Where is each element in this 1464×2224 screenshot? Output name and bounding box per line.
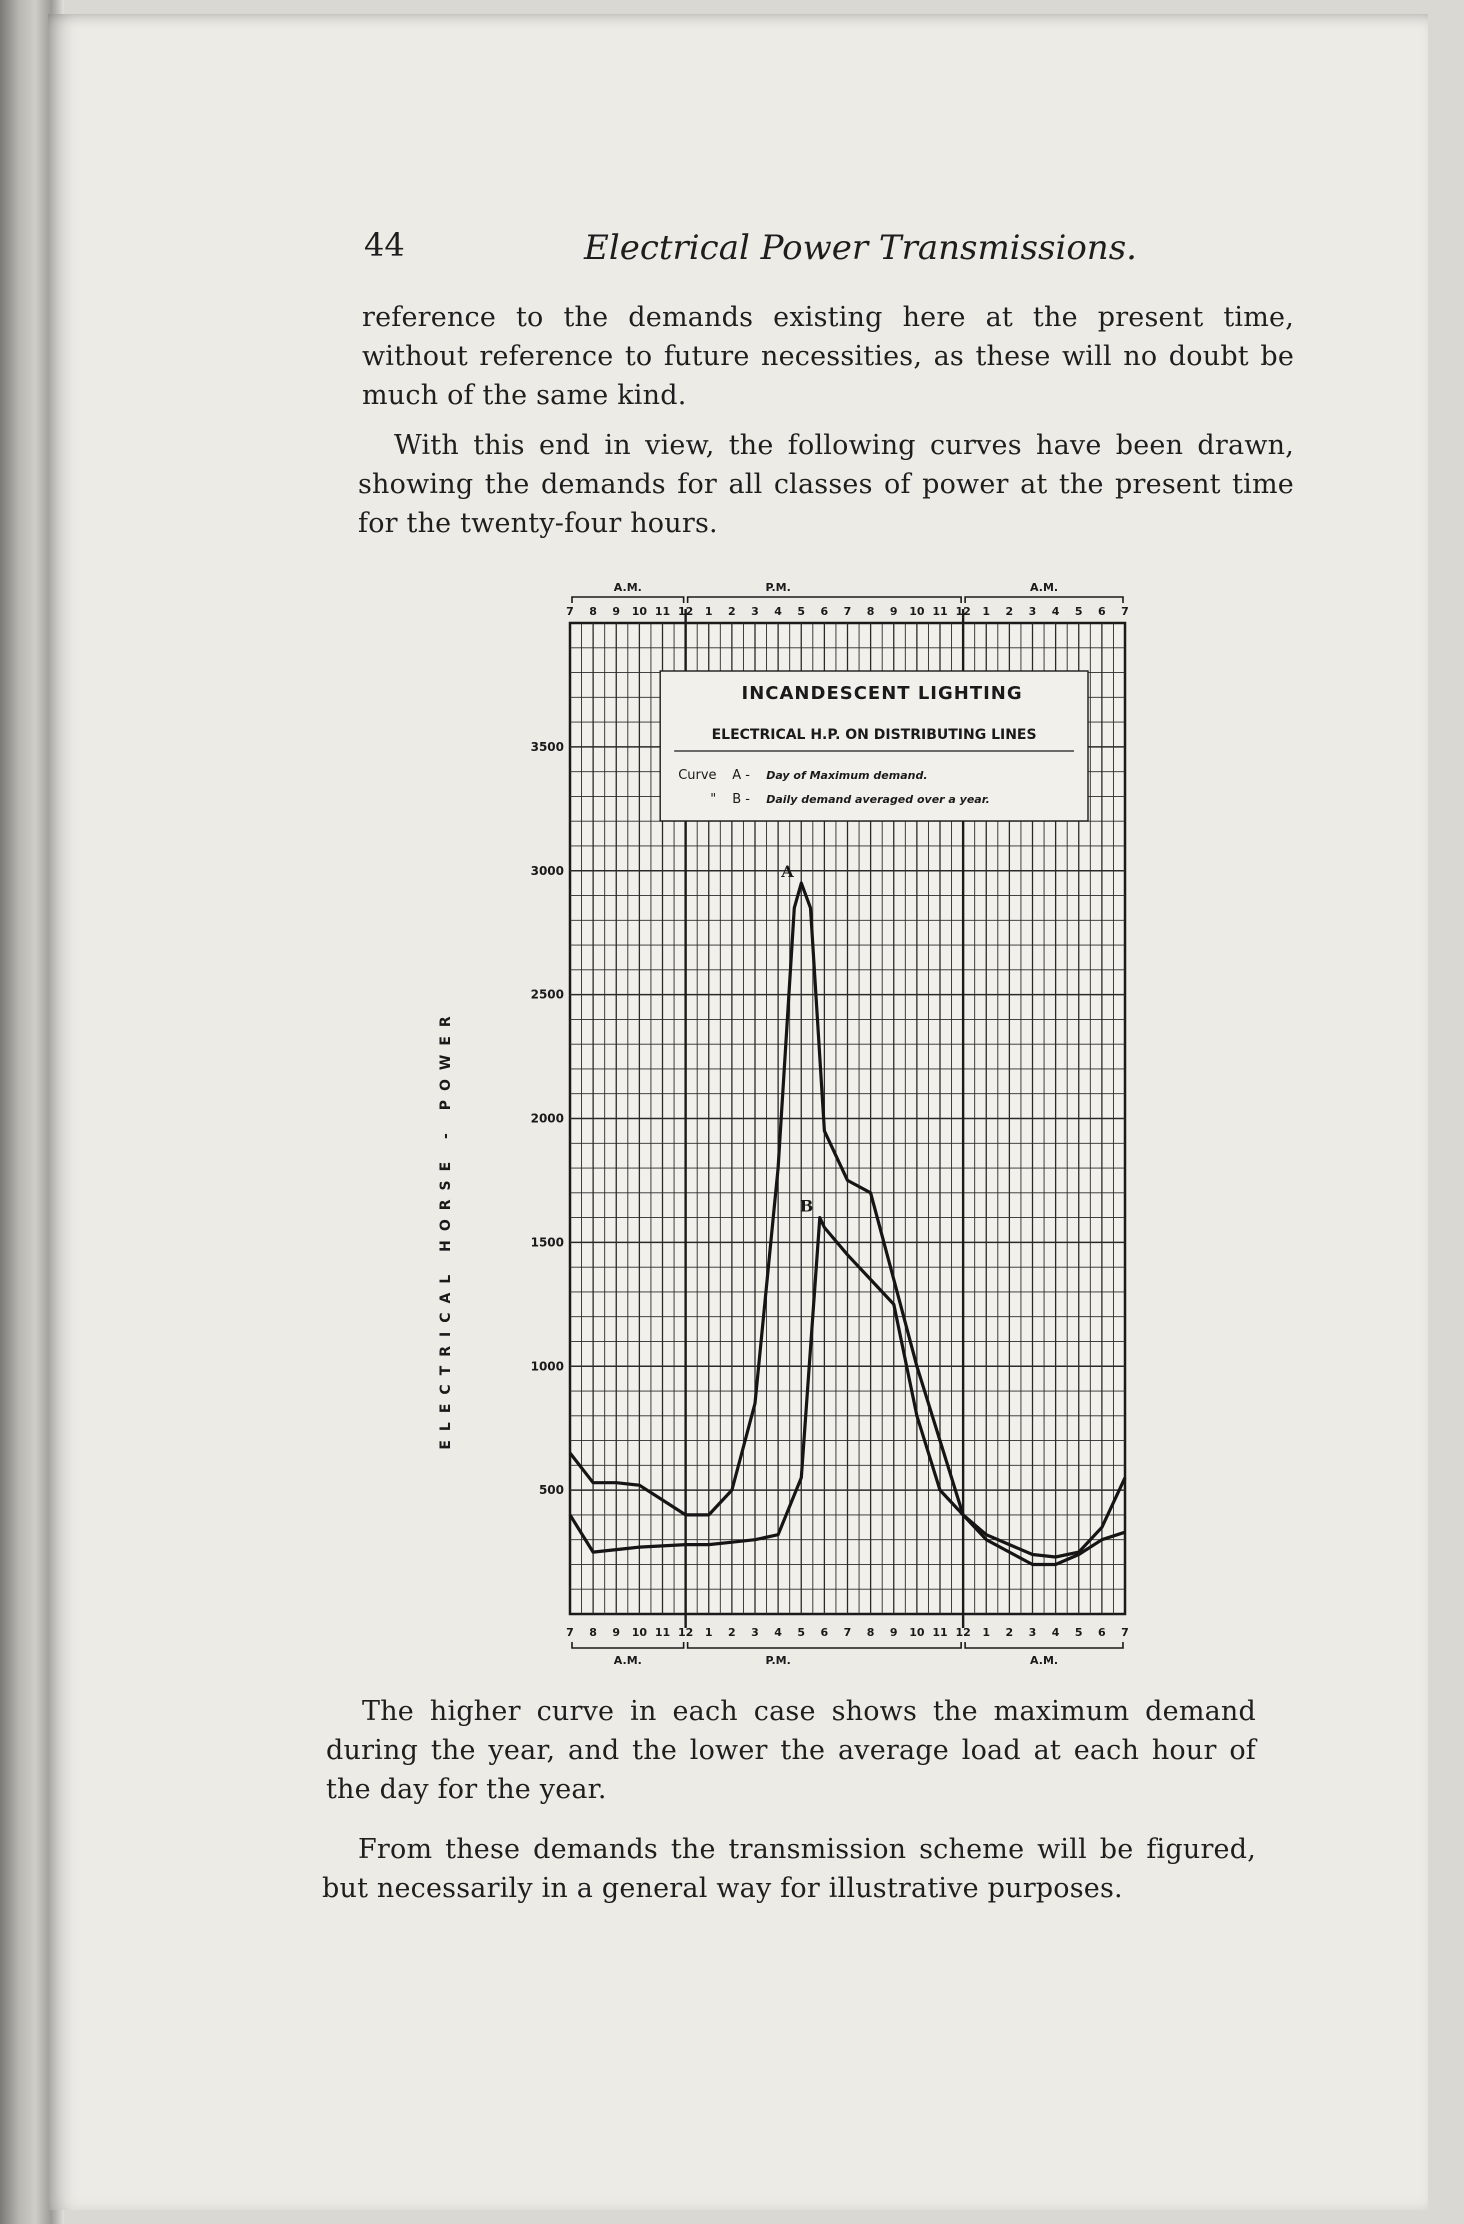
y-tick-label: 2000 (530, 1111, 564, 1126)
x-tick-label-bottom: 8 (589, 1626, 597, 1639)
x-tick-label-top: 5 (1074, 605, 1083, 618)
paragraph-1: reference to the demands existing here at the present time, without reference to future necessities, as these will no doubt be much of the same kind. (362, 302, 1294, 411)
load-curve-chart (438, 578, 1150, 1678)
x-tick-label-bottom: 5 (1074, 1626, 1083, 1639)
page-number: 44 (364, 226, 405, 264)
x-tick-label-bottom: 6 (1098, 1626, 1106, 1639)
x-tick-label-top: 11 (932, 605, 948, 618)
legend-letter-a: A - (732, 768, 750, 783)
y-tick-label: 2500 (530, 987, 564, 1002)
chart-title: INCANDESCENT LIGHTING (741, 683, 1023, 704)
paragraph-4: From these demands the transmission scheme will be figured, but necessarily in a general way for illustrative purposes. (322, 1834, 1256, 1904)
x-tick-label-top: 2 (728, 605, 736, 618)
period-label-bottom: A.M. (613, 1654, 642, 1667)
x-tick-label-top: 9 (889, 605, 898, 618)
x-tick-label-top: 1 (704, 605, 713, 618)
series-label-b: B (799, 1196, 814, 1216)
x-tick-label-top: 1 (982, 605, 991, 618)
x-tick-label-bottom: 5 (797, 1626, 806, 1639)
x-tick-label-top: 8 (866, 605, 875, 618)
period-bracket-top (572, 597, 684, 603)
x-tick-label-bottom: 10 (631, 1626, 648, 1639)
legend-ditto-mark: " (710, 792, 717, 807)
x-tick-label-top: 7 (1121, 605, 1129, 618)
paragraph-3: The higher curve in each case shows the maximum demand during the year, and the lower the average load at each hour of the day for the year. (326, 1696, 1256, 1805)
chart-svg (438, 578, 1150, 1678)
period-bracket-bottom (965, 1642, 1123, 1648)
legend-prefix: Curve (678, 768, 717, 783)
x-tick-label-top: 6 (1098, 605, 1106, 618)
x-tick-label-bottom: 4 (1051, 1626, 1060, 1639)
x-tick-label-top: 7 (843, 605, 852, 618)
x-tick-label-top: 8 (589, 605, 597, 618)
x-tick-label-top: 3 (751, 605, 759, 618)
running-head: Electrical Power Transmissions. (584, 228, 1137, 268)
x-tick-label-bottom: 8 (866, 1626, 875, 1639)
period-label-bottom: P.M. (765, 1654, 791, 1667)
x-tick-label-bottom: 12 (677, 1626, 694, 1639)
x-tick-label-top: 12 (955, 605, 971, 618)
x-tick-label-top: 2 (1005, 605, 1014, 618)
x-tick-label-top: 9 (612, 605, 621, 618)
x-tick-label-bottom: 7 (566, 1626, 574, 1639)
chart-subtitle: ELECTRICAL H.P. ON DISTRIBUTING LINES (711, 727, 1037, 743)
x-tick-label-bottom: 11 (654, 1626, 671, 1639)
x-tick-label-top: 12 (677, 605, 694, 618)
y-tick-label: 3500 (530, 739, 564, 754)
x-tick-label-bottom: 2 (728, 1626, 736, 1639)
legend-text-b: Daily demand averaged over a year. (766, 793, 990, 806)
x-tick-label-bottom: 7 (1121, 1626, 1129, 1639)
period-label-bottom: A.M. (1030, 1654, 1059, 1667)
x-tick-label-bottom: 10 (909, 1626, 925, 1639)
period-bracket-top (965, 597, 1123, 603)
period-label-top: A.M. (613, 581, 642, 594)
period-label-top: A.M. (1030, 581, 1059, 594)
x-tick-label-bottom: 6 (820, 1626, 829, 1639)
period-bracket-bottom (572, 1642, 684, 1648)
x-tick-label-bottom: 11 (932, 1626, 948, 1639)
x-tick-label-bottom: 2 (1005, 1626, 1014, 1639)
series-label-a: A (781, 862, 794, 882)
x-tick-label-bottom: 1 (704, 1626, 713, 1639)
x-tick-label-top: 6 (820, 605, 829, 618)
y-tick-label: 1500 (530, 1235, 564, 1250)
x-tick-label-bottom: 7 (843, 1626, 852, 1639)
y-axis-label: ELECTRICAL HORSE - POWER (438, 1007, 454, 1450)
period-bracket-top (688, 597, 962, 603)
x-tick-label-bottom: 12 (955, 1626, 971, 1639)
paragraph-2: With this end in view, the following curves have been drawn, showing the demands for all classes of power at the present time for the twenty-four hours. (358, 430, 1294, 539)
legend-letter-b: B - (732, 792, 750, 807)
x-tick-label-bottom: 1 (982, 1626, 991, 1639)
x-tick-label-top: 7 (566, 605, 574, 618)
y-tick-label: 500 (538, 1483, 564, 1498)
y-tick-label: 1000 (530, 1359, 564, 1374)
x-tick-label-top: 5 (797, 605, 806, 618)
x-tick-label-bottom: 9 (889, 1626, 898, 1639)
x-tick-label-bottom: 4 (774, 1626, 782, 1639)
legend-text-a: Day of Maximum demand. (766, 769, 928, 782)
x-tick-label-top: 4 (774, 605, 782, 618)
x-tick-label-bottom: 9 (612, 1626, 621, 1639)
x-tick-label-top: 3 (1028, 605, 1037, 618)
period-bracket-bottom (688, 1642, 962, 1648)
x-tick-label-top: 4 (1051, 605, 1060, 618)
x-tick-label-bottom: 3 (1028, 1626, 1037, 1639)
x-tick-label-top: 11 (654, 605, 671, 618)
x-tick-label-top: 10 (909, 605, 925, 618)
x-tick-label-bottom: 3 (751, 1626, 759, 1639)
period-label-top: P.M. (765, 581, 791, 594)
x-tick-label-top: 10 (631, 605, 648, 618)
y-tick-label: 3000 (530, 863, 564, 878)
